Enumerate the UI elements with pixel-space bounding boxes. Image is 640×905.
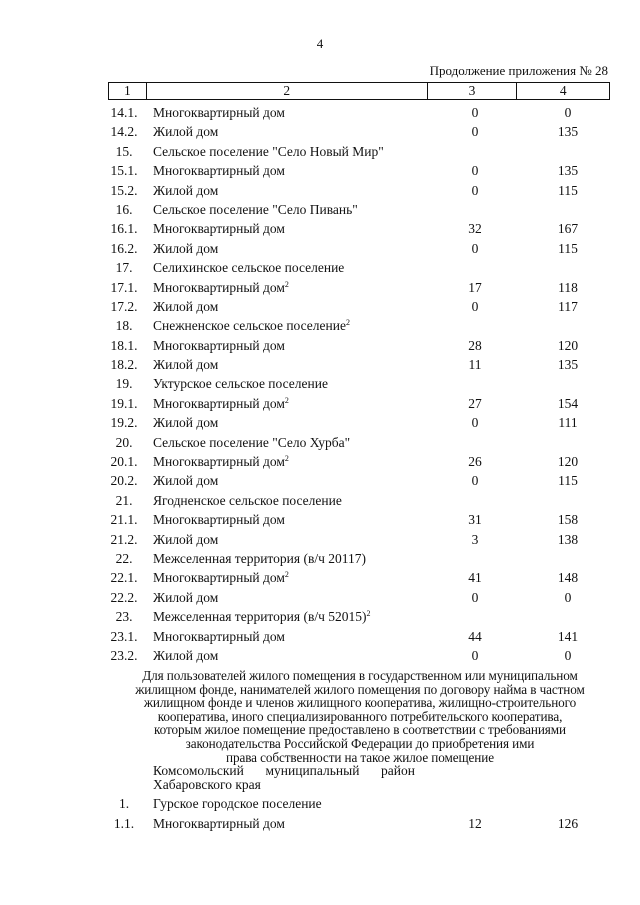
row-name: Сельское поселение "Село Пивань" <box>153 201 358 217</box>
row-name: Многоквартирный дом <box>153 512 285 528</box>
table-row <box>0 355 640 374</box>
row-name-wrapper <box>153 278 289 297</box>
table-row <box>0 588 640 607</box>
continuation-label: Продолжение приложения № 28 <box>429 63 608 78</box>
row-name: Снежненское сельское поселение <box>153 318 346 334</box>
row-value-col4: 118 <box>558 279 578 295</box>
row-value-col4: 111 <box>558 415 578 431</box>
row-name: Жилой дом <box>153 298 219 314</box>
row-value-col3: 0 <box>471 473 479 489</box>
row-value-col3: 3 <box>471 531 479 547</box>
row-value-col4: 115 <box>558 473 578 489</box>
row-name: Многоквартирный дом <box>153 337 285 353</box>
row-name: Жилой дом <box>153 415 219 431</box>
table-row <box>0 646 640 665</box>
row-value-col3: 0 <box>471 163 479 179</box>
column-header-2: 2 <box>147 83 428 99</box>
row-number: 20.1. <box>110 454 138 470</box>
row-value-col3: 0 <box>471 298 479 314</box>
row-value-col4: 167 <box>557 221 579 237</box>
row-number: 15.2. <box>110 182 138 198</box>
row-value-col3: 0 <box>471 589 479 605</box>
row-number: 23. <box>115 609 133 625</box>
row-value-col4: 148 <box>557 570 579 586</box>
table-row <box>0 394 640 413</box>
row-value-col4: 135 <box>557 163 579 179</box>
row-value-col4: 158 <box>557 512 579 528</box>
row-name: Многоквартирный дом <box>153 395 285 411</box>
table-row <box>0 278 640 297</box>
note-line: жилищном фонде, нанимателей жилого помещения по договору найма в частном <box>135 681 585 697</box>
table-row <box>0 258 640 277</box>
district-word: Комсомольский <box>153 763 244 778</box>
table-row <box>0 297 640 316</box>
row-number: 18. <box>115 318 133 334</box>
row-number: 22. <box>115 550 133 566</box>
district-heading <box>153 764 415 792</box>
page-number: 4 <box>316 36 324 51</box>
footnote-marker: 2 <box>345 318 350 328</box>
table-row <box>0 568 640 587</box>
row-number: 19. <box>115 376 133 392</box>
note-line: права собственности на такое жилое помещение <box>226 749 494 765</box>
district-line-1 <box>153 764 415 778</box>
note-line: законодательства Российской Федерации до приобретения ими <box>185 735 535 751</box>
table-row <box>0 510 640 529</box>
column-header-1: 1 <box>109 83 147 99</box>
table-row <box>0 374 640 393</box>
row-name-wrapper <box>153 607 370 626</box>
row-value-col3: 32 <box>468 221 482 237</box>
row-number: 23.2. <box>110 647 138 663</box>
table-body-continued <box>0 794 640 834</box>
row-value-col3: 0 <box>471 647 479 663</box>
row-number: 19.1. <box>110 395 138 411</box>
column-header-3: 3 <box>428 83 518 99</box>
note-line: жилищном фонде и членов жилищного кооператива, жилищно-строительного <box>143 695 577 711</box>
district-line-2: Хабаровского края <box>153 777 261 792</box>
table-row <box>0 161 640 180</box>
row-name: Жилой дом <box>153 473 219 489</box>
row-name: Сельское поселение "Село Новый Мир" <box>153 143 384 159</box>
row-number: 14.1. <box>110 105 138 120</box>
district-word: район <box>381 763 415 778</box>
column-header-row <box>108 82 610 100</box>
row-number: 21. <box>115 492 133 508</box>
row-number: 20. <box>115 434 133 450</box>
row-name: Многоквартирный дом <box>153 163 285 179</box>
row-number: 17.2. <box>110 298 138 314</box>
row-number: 18.1. <box>110 337 138 353</box>
row-name: Жилой дом <box>153 647 219 663</box>
row-name: Жилой дом <box>153 240 219 256</box>
row-value-col4: 135 <box>557 124 579 140</box>
row-name: Жилой дом <box>153 124 219 140</box>
table-row <box>0 491 640 510</box>
row-name-wrapper <box>153 394 289 413</box>
row-value-col3: 44 <box>468 628 482 644</box>
row-value-col3: 0 <box>471 124 479 140</box>
footnote-marker: 2 <box>284 454 289 464</box>
row-value-col3: 0 <box>471 105 479 120</box>
table-row <box>0 219 640 238</box>
table-row <box>0 794 640 814</box>
row-value-col4: 141 <box>557 628 579 644</box>
row-number: 16.2. <box>110 240 138 256</box>
section-note <box>100 669 620 764</box>
row-number: 21.2. <box>110 531 138 547</box>
row-number: 20.2. <box>110 473 138 489</box>
table-row <box>0 530 640 549</box>
row-value-col3: 11 <box>468 357 482 373</box>
row-name: Селихинское сельское поселение <box>153 260 345 276</box>
row-name: Межселенная территория (в/ч 20117) <box>153 550 366 566</box>
row-value-col4: 117 <box>558 298 578 314</box>
footnote-marker: 2 <box>284 570 289 580</box>
row-value-col4: 115 <box>558 240 578 256</box>
row-name: Многоквартирный дом <box>153 628 285 644</box>
row-name: Многоквартирный дом <box>153 816 285 831</box>
row-value-col4: 120 <box>557 454 579 470</box>
row-number: 17. <box>115 260 133 276</box>
note-line: Для пользователей жилого помещения в государственном или муниципальном <box>142 668 578 683</box>
row-number: 23.1. <box>110 628 138 644</box>
row-value-col3: 0 <box>471 415 479 431</box>
table-row <box>0 239 640 258</box>
row-value-col3: 41 <box>468 570 482 586</box>
row-name: Многоквартирный дом <box>153 105 285 120</box>
row-name-wrapper <box>153 452 289 471</box>
row-number: 14.2. <box>110 124 138 140</box>
row-name: Жилой дом <box>153 531 219 547</box>
row-number: 22.2. <box>110 589 138 605</box>
table-row <box>0 181 640 200</box>
row-number: 21.1. <box>110 512 138 528</box>
row-value-col4: 115 <box>558 182 578 198</box>
column-header-4: 4 <box>559 83 567 98</box>
row-value-col4: 138 <box>557 531 579 547</box>
row-name: Многоквартирный дом <box>153 454 285 470</box>
row-name: Сельское поселение "Село Хурба" <box>153 434 351 450</box>
table-row <box>0 607 640 626</box>
row-value-col3: 17 <box>468 279 482 295</box>
row-name: Жилой дом <box>153 182 219 198</box>
row-value-col4: 0 <box>564 589 572 605</box>
row-value-col3: 28 <box>468 337 482 353</box>
row-value-col3: 31 <box>468 512 482 528</box>
row-name: Жилой дом <box>153 357 219 373</box>
table-row <box>0 471 640 490</box>
note-line: которым жилое помещение предоставлено в соответствии с требованиями <box>154 722 566 738</box>
table-row <box>0 452 640 471</box>
row-value-col4: 0 <box>564 647 572 663</box>
row-value-col4: 154 <box>557 395 579 411</box>
footnote-marker: 2 <box>284 395 289 405</box>
note-line: кооператива, иного специализированного потребительского кооператива, <box>157 708 563 724</box>
row-value-col4: 120 <box>557 337 579 353</box>
table-row <box>0 200 640 219</box>
district-word: муниципальный <box>265 763 360 778</box>
row-value-col3: 26 <box>468 454 482 470</box>
row-number: 15. <box>115 143 133 159</box>
row-name: Многоквартирный дом <box>153 279 285 295</box>
row-name: Многоквартирный дом <box>153 570 285 586</box>
table-row <box>0 336 640 355</box>
row-value-col3: 12 <box>468 816 482 831</box>
row-number: 16. <box>115 201 133 217</box>
row-value-col3: 0 <box>471 182 479 198</box>
table-row <box>0 413 640 432</box>
table-body <box>0 103 640 665</box>
row-number: 18.2. <box>110 357 138 373</box>
table-row <box>0 142 640 161</box>
row-name-wrapper <box>153 568 289 587</box>
row-number: 17.1. <box>110 279 138 295</box>
row-number: 1. <box>118 796 130 811</box>
row-name: Межселенная территория (в/ч 52015) <box>153 609 367 625</box>
row-value-col3: 27 <box>468 395 482 411</box>
row-name: Многоквартирный дом <box>153 221 285 237</box>
row-number: 1.1. <box>113 816 135 831</box>
row-value-col4: 126 <box>557 816 579 831</box>
row-value-col4: 0 <box>564 105 572 120</box>
table-row <box>0 627 640 646</box>
row-value-col3: 0 <box>471 240 479 256</box>
row-value-col4: 135 <box>557 357 579 373</box>
row-name-wrapper <box>153 316 350 335</box>
footnote-marker: 2 <box>284 279 289 289</box>
row-name: Жилой дом <box>153 589 219 605</box>
row-name: Ягодненское сельское поселение <box>153 492 342 508</box>
table-row <box>0 549 640 568</box>
table-row <box>0 814 640 834</box>
table-row <box>0 316 640 335</box>
row-number: 15.1. <box>110 163 138 179</box>
row-name: Уктурское сельское поселение <box>153 376 328 392</box>
row-number: 22.1. <box>110 570 138 586</box>
table-row <box>0 122 640 141</box>
footnote-marker: 2 <box>366 609 371 619</box>
row-number: 19.2. <box>110 415 138 431</box>
table-row <box>0 103 640 122</box>
table-row <box>0 433 640 452</box>
row-number: 16.1. <box>110 221 138 237</box>
row-name: Гурское городское поселение <box>153 796 322 811</box>
